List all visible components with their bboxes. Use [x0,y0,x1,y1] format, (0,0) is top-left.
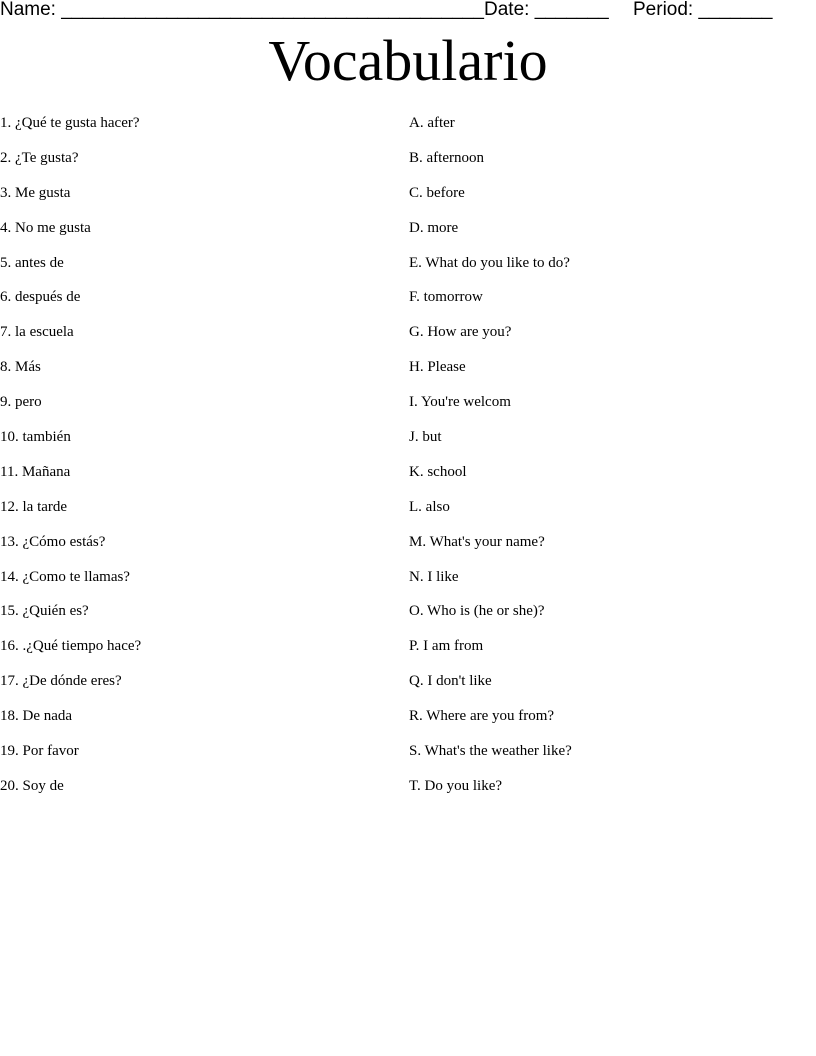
definition-item: R. Where are you from? [409,708,555,725]
term-item: 19. Por favor [0,743,79,760]
definition-item: P. I am from [409,638,484,655]
term-item: 8. Más [0,359,41,376]
term-item: 18. De nada [0,708,73,725]
term-item: 15. ¿Quién es? [0,603,89,620]
definition-item: T. Do you like? [409,777,503,794]
term-item: 13. ¿Cómo estás? [0,533,106,550]
definition-list [409,113,572,811]
term-item: 6. después de [0,289,81,306]
definition-item: C. before [409,184,465,201]
name-field-label: Name: ________________________________________ [0,0,484,20]
term-list [0,113,141,811]
term-item: 1. ¿Qué te gusta hacer? [0,115,140,131]
term-item: 9. pero [0,394,42,411]
term-item: 5. antes de [0,254,64,271]
term-item: 16. .¿Qué tiempo hace? [0,638,142,655]
definition-item: N. I like [409,568,459,585]
date-field-label: Date: _______ [484,0,609,20]
term-item: 4. No me gusta [0,219,91,236]
term-item: 2. ¿Te gusta? [0,149,79,166]
definition-item: S. What's the weather like? [409,743,572,760]
definition-item: A. after [409,115,455,131]
definition-item: Q. I don't like [409,673,492,690]
definition-item: L. also [409,498,450,515]
definition-item: B. afternoon [409,149,484,166]
term-item: 7. la escuela [0,324,74,341]
definition-item: F. tomorrow [409,289,483,306]
definition-item: K. school [409,463,467,480]
student-info-header [0,0,816,22]
term-item: 3. Me gusta [0,184,71,201]
period-field-label: Period: _______ [633,0,773,20]
definition-item: I. You're welcom [409,394,511,411]
definition-item: M. What's your name? [409,533,545,550]
term-item: 20. Soy de [0,777,64,794]
term-item: 10. también [0,429,71,446]
definition-item: O. Who is (he or she)? [409,603,545,620]
term-item: 17. ¿De dónde eres? [0,673,122,690]
term-item: 12. la tarde [0,498,68,515]
term-item: 14. ¿Como te llamas? [0,568,130,585]
definition-item: D. more [409,219,459,236]
term-item: 11. Mañana [0,463,71,480]
definition-item: H. Please [409,359,466,376]
definition-item: G. How are you? [409,324,512,341]
worksheet-title: Vocabulario [268,28,548,93]
definition-item: E. What do you like to do? [409,254,570,271]
definition-item: J. but [409,429,442,446]
